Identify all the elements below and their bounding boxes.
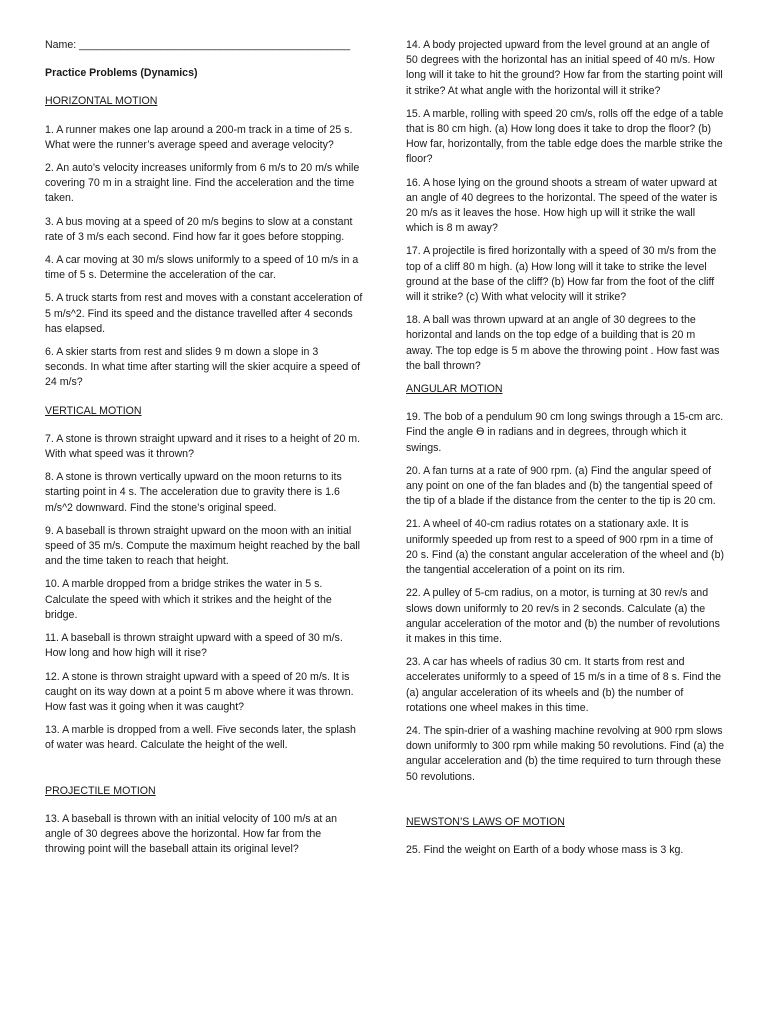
problem-4: 4. A car moving at 30 m/s slows uniformly to a speed of 10 m/s in a time of 5 s. Determine the acceleration of the car. bbox=[45, 254, 359, 282]
left-column bbox=[45, 38, 363, 857]
problem-15: 15. A marble, rolling with speed 20 cm/s, rolls off the edge of a table that is 80 cm high. (a) How long does it take to drop the floor? (b) How far, horizontally, from the table edge does the marble strike the floor? bbox=[406, 107, 724, 166]
problem-5: 5. A truck starts from rest and moves with a constant acceleration of 5 m/s^2. Find its speed and the distance travelled after 4 seconds has elapsed. bbox=[45, 292, 363, 335]
problem-13-well: 13. A marble is dropped from a well. Five seconds later, the splash of water was heard. Calculate the height of the well. bbox=[45, 724, 356, 752]
problem-3: 3. A bus moving at a speed of 20 m/s begins to slow at a constant rate of 3 m/s each second. Find how far it goes before stopping. bbox=[45, 215, 353, 243]
name-line bbox=[45, 38, 363, 53]
section-newtons-laws: NEWSTON’S LAWS OF MOTION bbox=[406, 815, 565, 828]
problem-9: 9. A baseball is thrown straight upward on the moon with an initial speed of 35 m/s. Compute the maximum height reached by the ball and the time taken to reach that height. bbox=[45, 524, 361, 568]
problem-2: 2. An auto’s velocity increases uniformly from 6 m/s to 20 m/s while covering 70 m in a straight line. Find the acceleration and the time taken. bbox=[45, 162, 360, 205]
problem-7: 7. A stone is thrown straight upward and it rises to a height of 20 m. With what speed was it thrown? bbox=[45, 432, 361, 461]
section-horizontal-motion: HORIZONTAL MOTION bbox=[45, 95, 158, 108]
problem-13-baseball: 13. A baseball is thrown with an initial velocity of 100 m/s at an angle of 30 degrees above the horizontal. How far from the throwing point will the baseball attain its original level? bbox=[45, 812, 338, 856]
name-label: Name: bbox=[45, 39, 77, 51]
problem-11: 11. A baseball is thrown straight upward with a speed of 30 m/s. How long and how high will it rise? bbox=[45, 632, 343, 660]
problem-8: 8. A stone is thrown vertically upward on the moon returns to its starting point in 4 s. The acceleration due to gravity there is 1.6 m/s^2 downward. Find the stone’s original speed. bbox=[45, 471, 342, 514]
problem-16: 16. A hose lying on the ground shoots a stream of water upward at an angle of 40 degrees to the horizontal. The speed of the water is 20 m/s as it leaves the hose. How high up will it strike the wall which is 8 m away? bbox=[406, 176, 718, 235]
problem-14: 14. A body projected upward from the level ground at an angle of 50 degrees with the horizontal has an initial speed of 40 m/s. How long will it take to hit the ground? How far from the starting point will it strike? At what angle with the horizontal will it strike? bbox=[406, 39, 723, 97]
problem-24: 24. The spin-drier of a washing machine revolving at 900 rpm slows down uniformly to 300 rpm while making 50 revolutions. Find (a) the angular acceleration and (b) the time required to turn through these 50 revolutions. bbox=[406, 724, 724, 783]
section-angular-motion: ANGULAR MOTION bbox=[406, 383, 503, 396]
problem-10: 10. A marble dropped from a bridge strikes the water in 5 s. Calculate the speed with which it strikes and the height of the bridge. bbox=[45, 578, 332, 621]
problem-18: 18. A ball was thrown upward at an angle of 30 degrees to the horizontal and lands on the top edge of a building that is 20 m away. The top edge is 5 m above the throwing point . How fast was the ball thrown? bbox=[406, 314, 720, 372]
problem-6: 6. A skier starts from rest and slides 9 m down a slope in 3 seconds. In what time after starting will the skier acquire a speed of 24 m/s? bbox=[45, 346, 361, 389]
problem-22: 22. A pulley of 5-cm radius, on a motor, is turning at 30 rev/s and slows down uniformly to 20 rev/s in 2 seconds. Calculate (a) the angular acceleration of the motor and (b) the number of revolutions it makes in this time. bbox=[406, 587, 720, 645]
problem-25: 25. Find the weight on Earth of a body whose mass is 3 kg. bbox=[406, 843, 684, 856]
section-projectile-motion: PROJECTILE MOTION bbox=[45, 784, 156, 797]
problem-19: 19. The bob of a pendulum 90 cm long swings through a 15-cm arc. Find the angle ϴ in radians and in degrees, through which it swings. bbox=[406, 411, 724, 454]
problem-23: 23. A car has wheels of radius 30 cm. It starts from rest and accelerates uniformly to a speed of 15 m/s in a time of 8 s. Find the (a) angular acceleration of its wheels and (b) the number of rotations one wheel makes in this time. bbox=[406, 656, 722, 714]
problem-21: 21. A wheel of 40-cm radius rotates on a stationary axle. It is uniformly speeded up from rest to a speed of 900 rpm in a time of 20 s. Find (a) the constant angular acceleration of the wheel and (b) the tangential acceleration of a point on its rim. bbox=[406, 518, 724, 577]
problem-1: 1. A runner makes one lap around a 200-m track in a time of 25 s. What were the runner’s average speed and average velocity? bbox=[45, 123, 353, 151]
problem-20: 20. A fan turns at a rate of 900 rpm. (a) Find the angular speed of any point on one of the fan blades and (b) the tangential speed of the tip of a blade if the distance from the center to the tip is 20 cm. bbox=[406, 464, 716, 508]
name-blank: ______________________________________________ bbox=[79, 39, 351, 51]
right-column bbox=[406, 38, 724, 858]
problem-17: 17. A projectile is fired horizontally with a speed of 30 m/s from the top of a cliff 80 m high. (a) How long will it take to strike the level ground at the base of the cliff? (b) How far from the foot of the cliff will it strike? (c) With what velocity will it strike? bbox=[406, 245, 717, 304]
section-vertical-motion: VERTICAL MOTION bbox=[45, 404, 142, 417]
problem-12: 12. A stone is thrown straight upward with a speed of 20 m/s. It is caught on its way down at a point 5 m above where it was thrown. How fast was it going when it was caught? bbox=[45, 670, 354, 713]
worksheet-title: Practice Problems (Dynamics) bbox=[45, 67, 198, 80]
